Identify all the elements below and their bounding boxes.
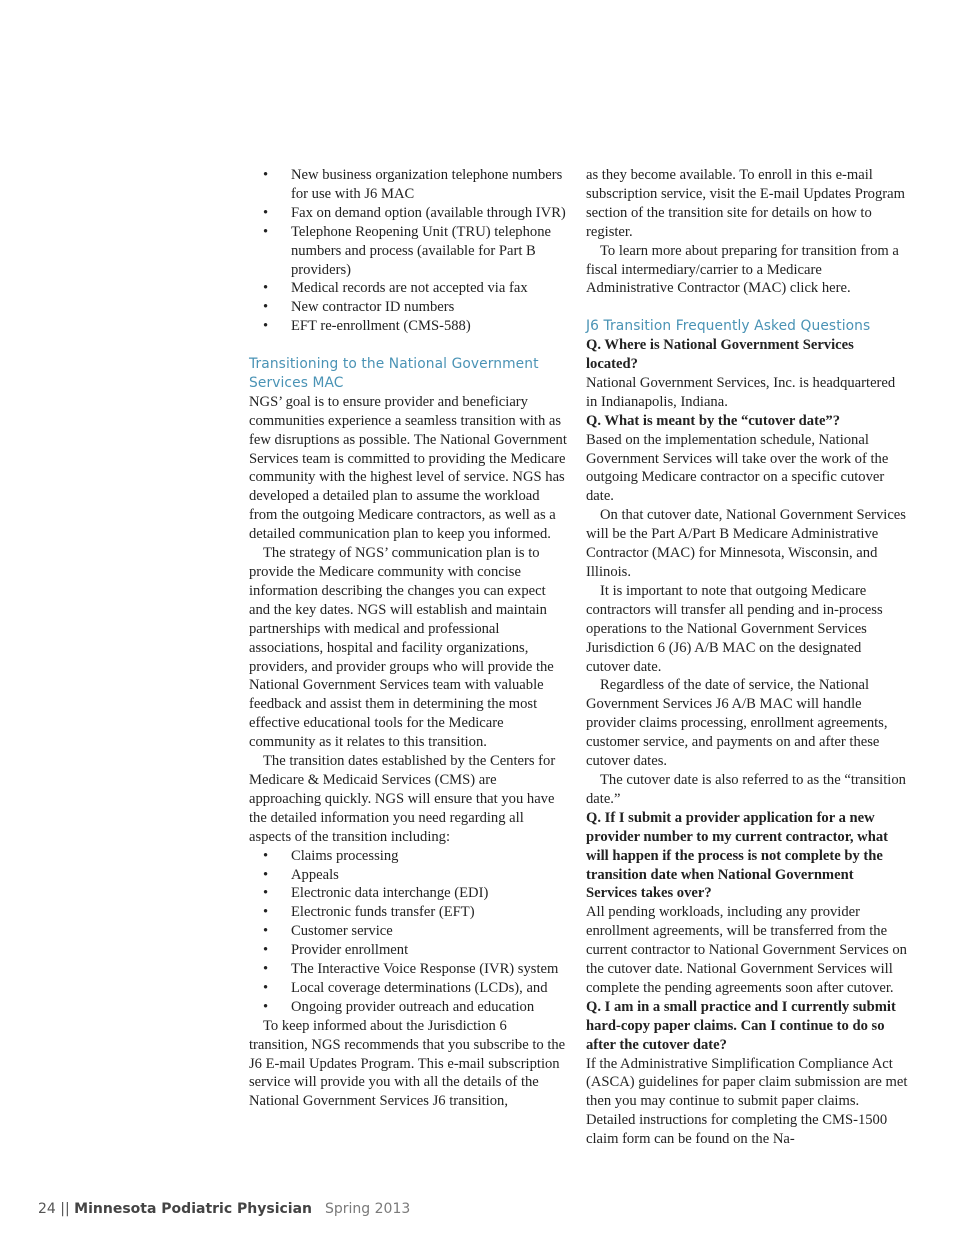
body-paragraph: The strategy of NGS’ communication plan is to provide the Medicare community with concise information describing the changes you can expect and the key dates. NGS will establish and maintain partnerships with medical and professional associations, hospital and facility organizations, providers, and provider groups who will provide the National Government Services team with valuable feedback and assist them in determining the most effective educational tools for the Medicare community as it relates to this transition.: [249, 545, 554, 751]
faq-answer: It is important to note that outgoing Medicare contractors will transfer all pending and in-process operations to the National Government Services Jurisdiction 6 (J6) A/B MAC on the designated cutover date.: [586, 582, 883, 675]
issue-date: Spring 2013: [325, 1201, 411, 1217]
page-footer: [38, 1201, 411, 1217]
list-item: • Fax on demand option (available through IVR): [249, 204, 569, 223]
contact-change-list: [249, 166, 569, 336]
list-item: • The Interactive Voice Response (IVR) system: [249, 960, 569, 979]
list-item: • Local coverage determinations (LCDs), and: [249, 979, 569, 998]
body-paragraph: The transition dates established by the Centers for Medicare & Medicaid Services (CMS) are approaching quickly. NGS will ensure that you have the detailed information you need regarding all aspects of the transition including:: [249, 753, 556, 845]
list-item: • Telephone Reopening Unit (TRU) telephone numbers and process (available for Part B providers): [249, 223, 569, 280]
list-item: • EFT re-enrollment (CMS-588): [249, 317, 569, 336]
list-item: • Provider enrollment: [249, 941, 569, 960]
page-number: 24: [38, 1201, 56, 1217]
body-paragraph: To keep informed about the Jurisdiction 6 transition, NGS recommends that you subscribe to the J6 E-mail Updates Program. This e-mail subscription service will provide you with all the details of the National Government Services J6 transition,: [249, 1017, 566, 1110]
list-item: • Customer service: [249, 922, 569, 941]
right-column: [586, 166, 908, 1149]
body-paragraph: To learn more about preparing for transition from a fiscal intermediary/carrier to a Medicare Administrative Contractor (MAC) click here.: [586, 242, 899, 297]
list-item: • Medical records are not accepted via fax: [249, 279, 569, 298]
section-heading-faq: J6 Transition Frequently Asked Questions: [586, 318, 871, 335]
faq-answer: Regardless of the date of service, the National Government Services J6 A/B MAC will handle provider claims processing, enrollment agreements, customer service, and payments on and after these cutover dates.: [586, 677, 888, 770]
faq-answer: The cutover date is also referred to as the “transition date.”: [586, 771, 906, 807]
faq-answer: National Government Services, Inc. is headquartered in Indianapolis, Indiana.: [586, 374, 896, 410]
left-column: [249, 166, 569, 1111]
faq-answer: Based on the implementation schedule, National Government Services will take over the work of the outgoing Medicare contractor on a specific cutover date.: [586, 431, 889, 505]
body-paragraph: NGS’ goal is to ensure provider and beneficiary communities experience a seamless transition with as few disruptions as possible. The National Government Services team is committed to providing the Medicare community with the highest level of service. NGS has developed a detailed plan to assume the workload from the outgoing Medicare contractors, as well as a detailed communication plan to keep you informed.: [249, 393, 567, 543]
transition-aspects-list: [249, 847, 569, 1017]
faq-question: Q. Where is National Government Services located?: [586, 337, 854, 373]
list-item: • New business organization telephone numbers for use with J6 MAC: [249, 166, 569, 204]
list-item: • Electronic data interchange (EDI): [249, 884, 569, 903]
list-item: • Claims processing: [249, 847, 569, 866]
magazine-title: Minnesota Podiatric Physician: [74, 1201, 313, 1217]
list-item: • Appeals: [249, 866, 569, 885]
faq-answer: On that cutover date, National Government Services will be the Part A/Part B Medicare Administrative Contractor (MAC) for Minnesota, Wisconsin, and Illinois.: [586, 507, 906, 581]
faq-question: Q. If I submit a provider application for a new provider number to my current contractor, what will happen if the process is not complete by the transition date when National Government Services takes over?: [586, 809, 888, 902]
faq-question: Q. I am in a small practice and I currently submit hard-copy paper claims. Can I continue to do so after the cutover date?: [586, 998, 896, 1053]
list-item: • Electronic funds transfer (EFT): [249, 903, 569, 922]
body-paragraph: as they become available. To enroll in this e-mail subscription service, visit the E-mail Updates Program section of the transition site for details on how to register.: [586, 167, 905, 240]
faq-answer: All pending workloads, including any provider enrollment agreements, will be transferred from the current contractor to National Government Services on the cutover date. National Government Services will complete the pending agreements soon after cutover.: [586, 904, 907, 996]
section-heading-transitioning: Transitioning to the National Government Services MAC: [249, 356, 539, 391]
faq-answer: If the Administrative Simplification Compliance Act (ASCA) guidelines for paper claim submission are met then you may continue to submit paper claims. Detailed instructions for completing the CMS-1500 claim form can be found on the Na-: [586, 1055, 908, 1148]
faq-question: Q. What is meant by the “cutover date”?: [586, 412, 841, 429]
list-item: • New contractor ID numbers: [249, 298, 569, 317]
list-item: • Ongoing provider outreach and education: [249, 998, 569, 1017]
footer-separator: ||: [60, 1201, 70, 1217]
